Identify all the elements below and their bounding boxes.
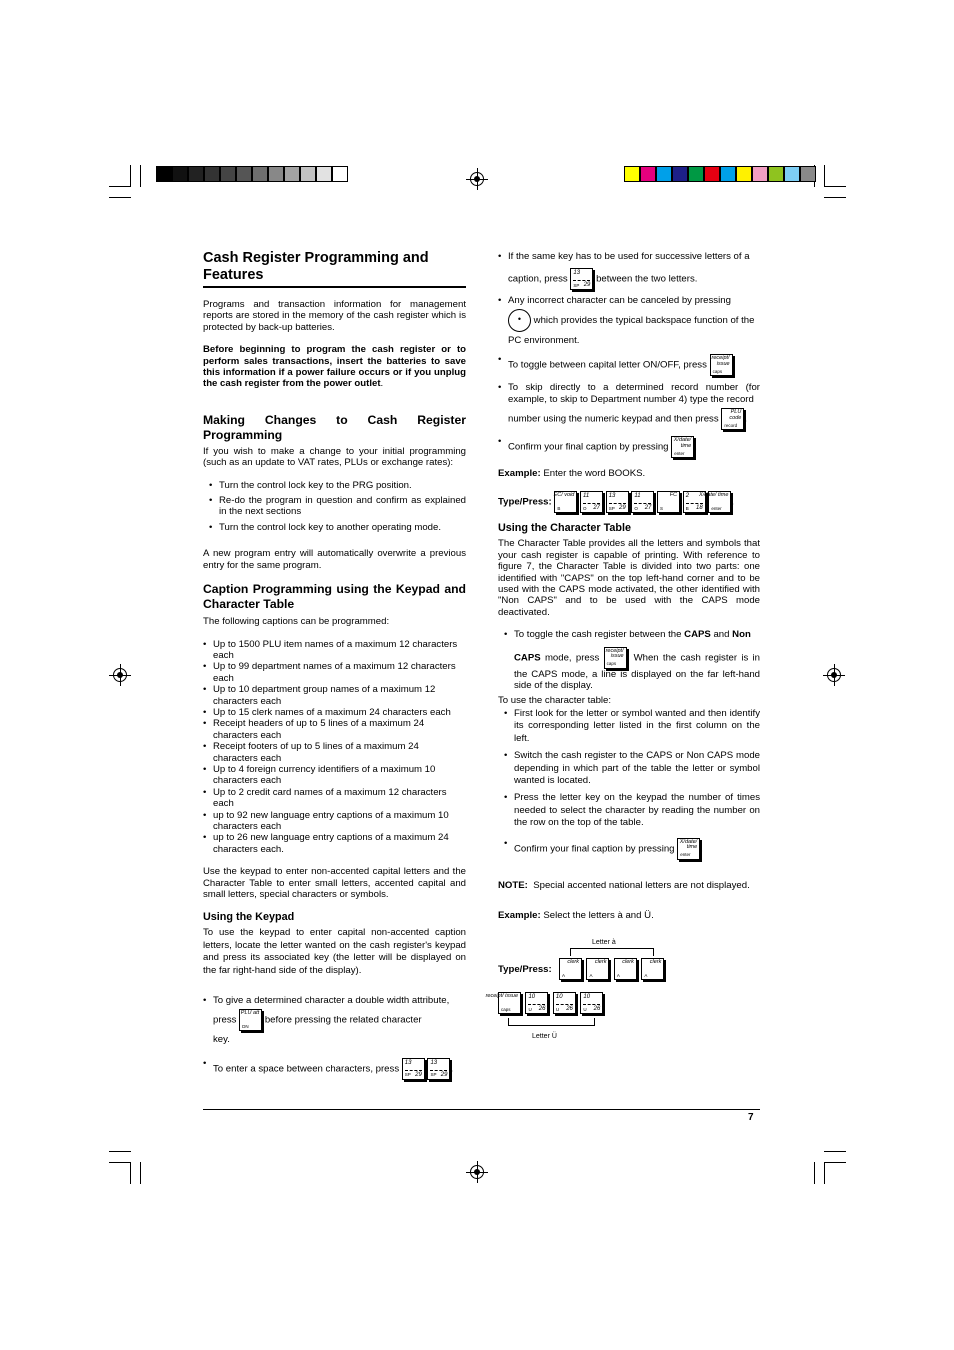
gray-swatch (220, 166, 236, 182)
key-2[interactable]: 2 B 18 (683, 491, 706, 513)
list-item: • Switch the cash register to the CAPS or Non CAPS mode depending in which part of the table the letter or symbol wanted is located. (504, 750, 760, 787)
color-swatch (720, 166, 736, 182)
color-swatch (688, 166, 704, 182)
gray-swatch (332, 166, 348, 182)
type-press-label-2: Type/Press: (498, 964, 552, 975)
x-date-time-key[interactable]: X/date/ time enter (671, 436, 694, 458)
heading-caption-programming: Caption Programming using the Keypad and Character Table (203, 582, 466, 612)
use-table-label: To use the character table: (498, 694, 612, 706)
list-item: • Up to 10 department group names of a maximum 12 characters each (203, 684, 466, 707)
crop-mark (140, 1162, 141, 1184)
list-item: • Up to 99 department names of a maximum 12 characters each (203, 661, 466, 684)
left-column-body (203, 299, 466, 1080)
key-13[interactable]: 13 SP 29 (402, 1058, 425, 1080)
gray-swatch (316, 166, 332, 182)
list-item: • Confirm your final caption by pressing X/date/ time enter . (504, 838, 760, 860)
color-swatch (624, 166, 640, 182)
receipt-issue-key[interactable]: receipt/ issue caps (710, 354, 733, 376)
changes-list (203, 480, 466, 534)
gray-swatch (156, 166, 172, 182)
color-swatch (704, 166, 720, 182)
list-item: • Turn the control lock key to the PRG position. (209, 480, 466, 491)
crop-mark (824, 1151, 846, 1152)
registration-mark-icon (470, 172, 484, 186)
letter-a-caption: Letter à (592, 939, 616, 946)
note: NOTE: Special accented national letters are not displayed. (498, 879, 750, 891)
footer-rule (203, 1109, 760, 1110)
caption-list (203, 639, 466, 856)
overwrite-paragraph: A new program entry will automatically overwrite a previous entry for the same program. (203, 548, 466, 571)
gray-swatch (236, 166, 252, 182)
backspace-key-icon[interactable]: • (508, 309, 531, 332)
list-item: • Any incorrect character can be canceled by pressing • which provides the typical backspace function of the PC environment. (498, 295, 760, 346)
key-13[interactable]: 13 SP 29 (570, 268, 593, 290)
heading-making-changes: Making Changes to Cash Register Programming (203, 412, 466, 442)
crop-mark (824, 1162, 825, 1184)
example-2: Example: Select the letters à and Ü. (498, 909, 654, 921)
keypad-text: To use the keypad to enter capital non-accented caption letters, locate the letter wanted on the cash register's keypad and press its associated key (the letter will be displayed on the far right-hand side of the display). (203, 927, 466, 976)
letter-u-caption: Letter Ü (532, 1033, 557, 1040)
key-11[interactable]: 11 O 27 (580, 491, 603, 513)
caption-intro: The following captions can be programmed: (203, 616, 390, 628)
warning-paragraph: Before beginning to program the cash register or to perform sales transactions, insert the batteries to save this information if a power failure occurs or if you unplug the cash register from the power outlet. (203, 344, 466, 390)
bracket-line (508, 1025, 595, 1026)
example-1: Example: Enter the word BOOKS. (498, 468, 646, 480)
page-title: Cash Register Programming and Features (203, 250, 429, 283)
example-1-sequence: Type/Press: EC/ void B 11 O 27 13 SP 29 11 O 27 FC S 2 B 18 X/date/ time enter . (498, 492, 735, 512)
list-item: • Up to 1500 PLU item names of a maximum 12 characters each (203, 639, 466, 662)
u-keys (485, 992, 603, 1014)
registration-mark-icon (827, 668, 841, 682)
list-item: • To give a determined character a double width attribute, press PLU att DN before pressing the related character key. (203, 995, 466, 1046)
list-item: • Receipt footers of up to 5 lines of a maximum 24 characters each (203, 741, 466, 764)
table-paragraph: The Character Table provides all the letters and symbols that your cash register is capable of printing. With reference to figure 7, the Character Table is divided into two parts: one identified with "CAPS" on the top left-hand corner and to be used with the CAPS mode activated, the other identified with "Non CAPS" and to be used with the CAPS mode deactivated. (498, 538, 760, 618)
keypad-paragraph: Use the keypad to enter non-accented capital letters and the Character Table to enter small letters, accented capital and small letters, special characters or symbols. (203, 866, 466, 901)
color-swatch (800, 166, 816, 182)
keypad-list (203, 995, 466, 1080)
gray-calibration-bar (156, 166, 348, 182)
key-13[interactable]: 13 SP 29 (606, 491, 629, 513)
list-item: • Turn the control lock key to another operating mode. (209, 522, 466, 533)
x-date-time-key[interactable]: X/date/ time enter (677, 838, 700, 860)
type-press-label: Type/Press: (498, 496, 552, 508)
changes-intro: If you wish to make a change to your initial programming (such as an update to VAT rates, PLUs or exchange rates): (203, 445, 466, 469)
page-number: 7 (748, 1112, 754, 1123)
color-swatch (784, 166, 800, 182)
list-item: • up to 26 new language entry captions of a maximum 24 characters each. (203, 832, 466, 855)
heading-using-character-table: Using the Character Table (498, 522, 631, 535)
bracket-line (594, 1018, 595, 1026)
list-item: • Up to 15 clerk names of a maximum 24 characters each (203, 707, 466, 718)
key-11[interactable]: 11 O 27 (631, 491, 654, 513)
crop-mark (130, 165, 131, 187)
gray-swatch (300, 166, 316, 182)
list-item: • Re-do the program in question and confirm as explained in the next sections (209, 495, 466, 518)
heading-using-keypad: Using the Keypad (203, 911, 295, 924)
gray-swatch (204, 166, 220, 182)
clerk-key[interactable]: clerk A (641, 958, 664, 980)
bracket-line (570, 948, 571, 956)
registration-mark-icon (113, 668, 127, 682)
left-column (203, 250, 466, 284)
list-item: • Receipt headers of up to 5 lines of a maximum 24 characters each (203, 718, 466, 741)
list-item: • To toggle the cash register between the CAPS and Non CAPS mode, press receipt/ issue caps . When the cash register is in the CAPS mode, a line is displayed on the far left-hand side of the display. (504, 629, 760, 691)
color-swatch (736, 166, 752, 182)
list-item: • up to 92 new language entry captions of a maximum 10 characters each (203, 810, 466, 833)
color-swatch (656, 166, 672, 182)
intro-paragraph: Programs and transaction information for management reports are stored in the memory of the cash register which is protected by back-up batteries. (203, 299, 466, 333)
color-swatch (752, 166, 768, 182)
gray-swatch (268, 166, 284, 182)
list-item: • If the same key has to be used for successive letters of a caption, press 13 SP 29 between the two letters. (498, 251, 760, 290)
ec-void-key[interactable]: EC/ void B (554, 491, 577, 513)
right-list-1 (498, 251, 760, 458)
gray-swatch (188, 166, 204, 182)
crop-mark (824, 165, 825, 187)
table-list (498, 708, 760, 830)
crop-mark (109, 1162, 131, 1163)
color-swatch (640, 166, 656, 182)
crop-mark (109, 1151, 131, 1152)
gray-swatch (172, 166, 188, 182)
crop-mark (824, 1162, 846, 1163)
bracket-line (653, 948, 654, 956)
color-swatch (768, 166, 784, 182)
registration-mark-icon (470, 1165, 484, 1179)
plu-att-key[interactable]: PLU att DN (239, 1009, 262, 1031)
clerk-key[interactable]: clerk A (586, 958, 609, 980)
list-item: • Press the letter key on the keypad the number of times needed to select the character by reading the number on the row on the top of the table. (504, 792, 760, 829)
bracket-line (508, 1018, 509, 1026)
right-list-2 (498, 629, 760, 691)
gray-swatch (284, 166, 300, 182)
receipt-issue-key[interactable]: receipt/ issue caps (604, 647, 627, 669)
crop-mark (140, 165, 141, 187)
crop-mark (109, 186, 131, 187)
color-calibration-bar (624, 166, 816, 182)
list-item: • To skip directly to a determined record number (for example, to skip to Department number 4) type the record number using the numeric keypad and then press PLU code record . (498, 382, 760, 430)
gray-swatch (252, 166, 268, 182)
key-10[interactable]: 10 U 26 (553, 992, 576, 1014)
crop-mark (130, 1162, 131, 1184)
clerk-keys (559, 958, 664, 980)
list-item: • To enter a space between characters, press 13 SP 29 13 SP 29 . (203, 1058, 466, 1080)
receipt-issue-key[interactable]: receipt/ issue caps (498, 992, 521, 1014)
list-item: • Confirm your final caption by pressing X/date/ time enter . (498, 436, 760, 458)
clerk-key[interactable]: clerk A (614, 958, 637, 980)
right-list-3 (498, 838, 760, 860)
bracket-line (570, 948, 654, 949)
crop-mark (109, 197, 131, 198)
crop-mark (814, 1162, 815, 1184)
title-rule (203, 286, 466, 288)
crop-mark (824, 197, 846, 198)
key-13[interactable]: 13 SP 29 (427, 1058, 450, 1080)
key-10[interactable]: 10 U 26 (525, 992, 548, 1014)
right-column (498, 251, 760, 921)
x-date-time-key[interactable]: X/date/ time enter (708, 491, 731, 513)
crop-mark (824, 186, 846, 187)
key-10[interactable]: 10 U 26 (580, 992, 603, 1014)
list-item: • First look for the letter or symbol wanted and then identify its corresponding letter listed in the first column on the left. (504, 708, 760, 745)
list-item: • Up to 4 foreign currency identifiers of a maximum 10 characters each (203, 764, 466, 787)
list-item: • To toggle between capital letter ON/OFF, press receipt/ issue caps . (498, 354, 760, 376)
clerk-key[interactable]: clerk A (559, 958, 582, 980)
list-item: • Up to 2 credit card names of a maximum 12 characters each (203, 787, 466, 810)
color-swatch (672, 166, 688, 182)
fc-key[interactable]: FC S (657, 491, 680, 513)
plu-code-key[interactable]: PLU code record (721, 408, 744, 430)
